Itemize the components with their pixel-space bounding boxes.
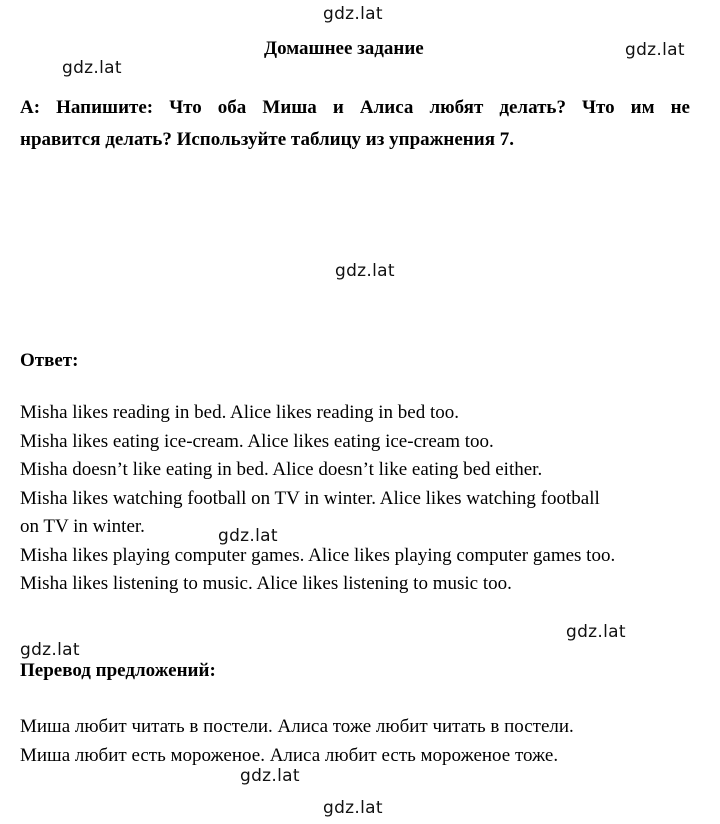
watermark-middle: gdz.lat	[335, 261, 395, 281]
answer-line: Misha likes watching football on TV in winter. Alice likes watching football	[20, 487, 600, 509]
watermark-top-left: gdz.lat	[62, 58, 122, 78]
answer-line: Misha likes listening to music. Alice likes listening to music too.	[20, 573, 512, 594]
watermark-bottom-inner: gdz.lat	[240, 766, 300, 786]
answer-line: Misha doesn’t like eating in bed. Alice doesn’t like eating bed either.	[20, 459, 543, 480]
answer-text	[20, 399, 700, 599]
task-line-2: нравится делать? Используйте таблицу из упражнения 7.	[20, 129, 514, 150]
translation-line: Миша любит есть мороженое. Алиса любит есть мороженое тоже.	[20, 744, 559, 766]
translation-heading: Перевод предложений:	[20, 660, 216, 681]
watermark-lower-left: gdz.lat	[20, 640, 80, 660]
answer-line: Misha likes playing computer games. Alice likes playing computer games too.	[20, 544, 616, 566]
translation-text	[20, 713, 700, 770]
watermark-lower-right: gdz.lat	[566, 622, 626, 642]
answer-line: Misha likes reading in bed. Alice likes reading in bed too.	[20, 402, 460, 423]
answer-line: on TV in winter.	[20, 516, 145, 537]
watermark-bottom: gdz.lat	[323, 798, 383, 818]
page-title: Домашнее задание	[264, 38, 424, 59]
task-text	[20, 92, 690, 156]
answer-line: Misha likes eating ice-cream. Alice likes eating ice-cream too.	[20, 430, 494, 452]
watermark-answer: gdz.lat	[218, 526, 278, 546]
answer-heading: Ответ:	[20, 350, 79, 371]
translation-line: Миша любит читать в постели. Алиса тоже любит читать в постели.	[20, 716, 574, 737]
watermark-top-right: gdz.lat	[625, 40, 685, 60]
watermark-top: gdz.lat	[323, 4, 383, 24]
task-line-1: A: Напишите: Что оба Миша и Алиса любят делать? Что им не	[20, 97, 690, 118]
